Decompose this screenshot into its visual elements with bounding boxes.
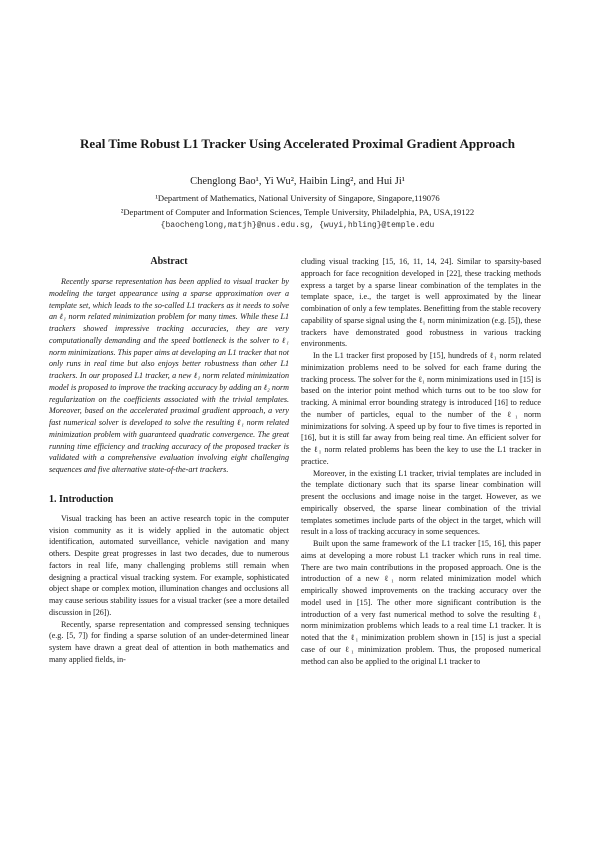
section-heading-introduction: 1. Introduction bbox=[49, 493, 114, 505]
intro-paragraph-4: Moreover, in the existing L1 tracker, trivial templates are included in the template dictionary such that its sparse linear combination will present the occlusions and image noise in the target. However, as we empirically observed, the sparse linear combination of the trivial templates sometimes include parts of the object in the target, which will result in a loss of tracking accuracy in some sequences. bbox=[301, 468, 541, 537]
intro-paragraph-2: Recently, sparse representation and compressed sensing techniques (e.g. [5, 7]) for finding a sparse solution of an under-determined linear system have drawn a great deal of attention in both mathematics and many applied fields, in- bbox=[49, 619, 289, 664]
author-list: Chenglong Bao¹, Yi Wu², Haibin Ling², and Hui Ji¹ bbox=[190, 176, 405, 187]
abstract-heading: Abstract bbox=[150, 256, 188, 267]
abstract-text: Recently sparse representation has been applied to visual tracker by modeling the target appearance using a sparse approximation over a template set, which leads to the so-called L1 trackers as it needs to solve an ℓ₁ norm related minimization problem for many times. While these L1 trackers showed impressive tracking accuracies, they are very computationally demanding and the speed bottleneck is the solver to ℓ₁ norm minimizations. This paper aims at developing an L1 tracker that not only runs in real time but also enjoys better robustness than other L1 trackers. In our proposed L1 tracker, a new ℓ₁ norm related minimization model is proposed to improve the tracking accuracy by adding an ℓ₂ norm regularization on the coefficients associated with the trivial templates. Moreover, based on the accelerated proximal gradient approach, a very fast numerical solver is developed to solve the resulting ℓ₁ norm related minimization problem with guaranteed quadratic convergence. The great running time efficiency and tracking accuracy of the proposed tracker is validated with a comprehensive evaluation involving eight challenging sequences and five alternative state-of-the-art trackers. bbox=[49, 277, 289, 474]
affiliation-1: ¹Department of Mathematics, National University of Singapore, Singapore,119076 bbox=[155, 193, 440, 203]
right-column bbox=[301, 256, 541, 667]
intro-paragraph-5: Built upon the same framework of the L1 tracker [15, 16], this paper aims at developing a more robust L1 tracker which runs in real time. There are two main contributions in the proposed approach. One is the introduction of a new ℓ₁ norm related minimization model which empirically showed improvements on the tracking accuracy over the model used in [15]. The other more significant contribution is the introduction of a very fast numerical method to solve the resulting ℓ₁ norm minimization problems which leads to a real time L1 tracker. It is noted that the ℓ₁ minimization problem shown in [15] is just a special case of our ℓ₁ minimization problem. Thus, the proposed numerical method can also be applied to the original L1 tracker to bbox=[301, 539, 541, 666]
paper-title: Real Time Robust L1 Tracker Using Accelerated Proximal Gradient Approach bbox=[80, 136, 515, 151]
intro-paragraph-3: In the L1 tracker first proposed by [15], hundreds of ℓ₁ norm related minimization problems need to be solved for each frame during the tracking process. The solver for the ℓ₁ norm minimizations used in [15] is based on the interior point method which turns out to be too slow for tracking. A minimal error bounding strategy is introduced [16] to reduce the number of particles, equal to the number of the ℓ₁ norm minimizations for solving. A speed up by four to five times is reported in [16], but it is still far away from being real time. An efficient solver for the ℓ₁ norm related problems has been the key to use the L1 tracker in practice. bbox=[301, 351, 541, 466]
affiliation-2: ²Department of Computer and Information Sciences, Temple University, Philadelphia, PA, USA,19122 bbox=[120, 207, 475, 217]
intro-paragraph-1: Visual tracking has been an active research topic in the computer vision community as it is widely applied in the automatic object identification, automated surveillance, vehicle navigation and many others. Despite great progresses in last two decades, due to numerous factors in real life, many challenging problems still remain when designing a practical visual tracking system. For example, sophisticated object shape or complex motion, illumination changes and occlusions all may cause serious stability issues for a visual tracker (see a more detailed discussion in [26]). bbox=[49, 513, 289, 617]
author-emails: {baochenglong,matjh}@nus.edu.sg, {wuyi,hbling}@temple.edu bbox=[160, 221, 435, 230]
left-column bbox=[49, 256, 289, 666]
intro-paragraph-2-continued: cluding visual tracking [15, 16, 11, 14, 24]. Similar to sparsity-based approach for face recognition developed in [22], these tracking methods express a target by a sparse linear combination of the templates in the template space, i.e., the target is well approximated by the linear combination of only a few templates. Benefitting from the stable recovery capability of sparse signal using the ℓ₁ norm minimization (e.g. [5]), these trackers have demonstrated good robustness in various tracking environments. bbox=[301, 257, 542, 349]
